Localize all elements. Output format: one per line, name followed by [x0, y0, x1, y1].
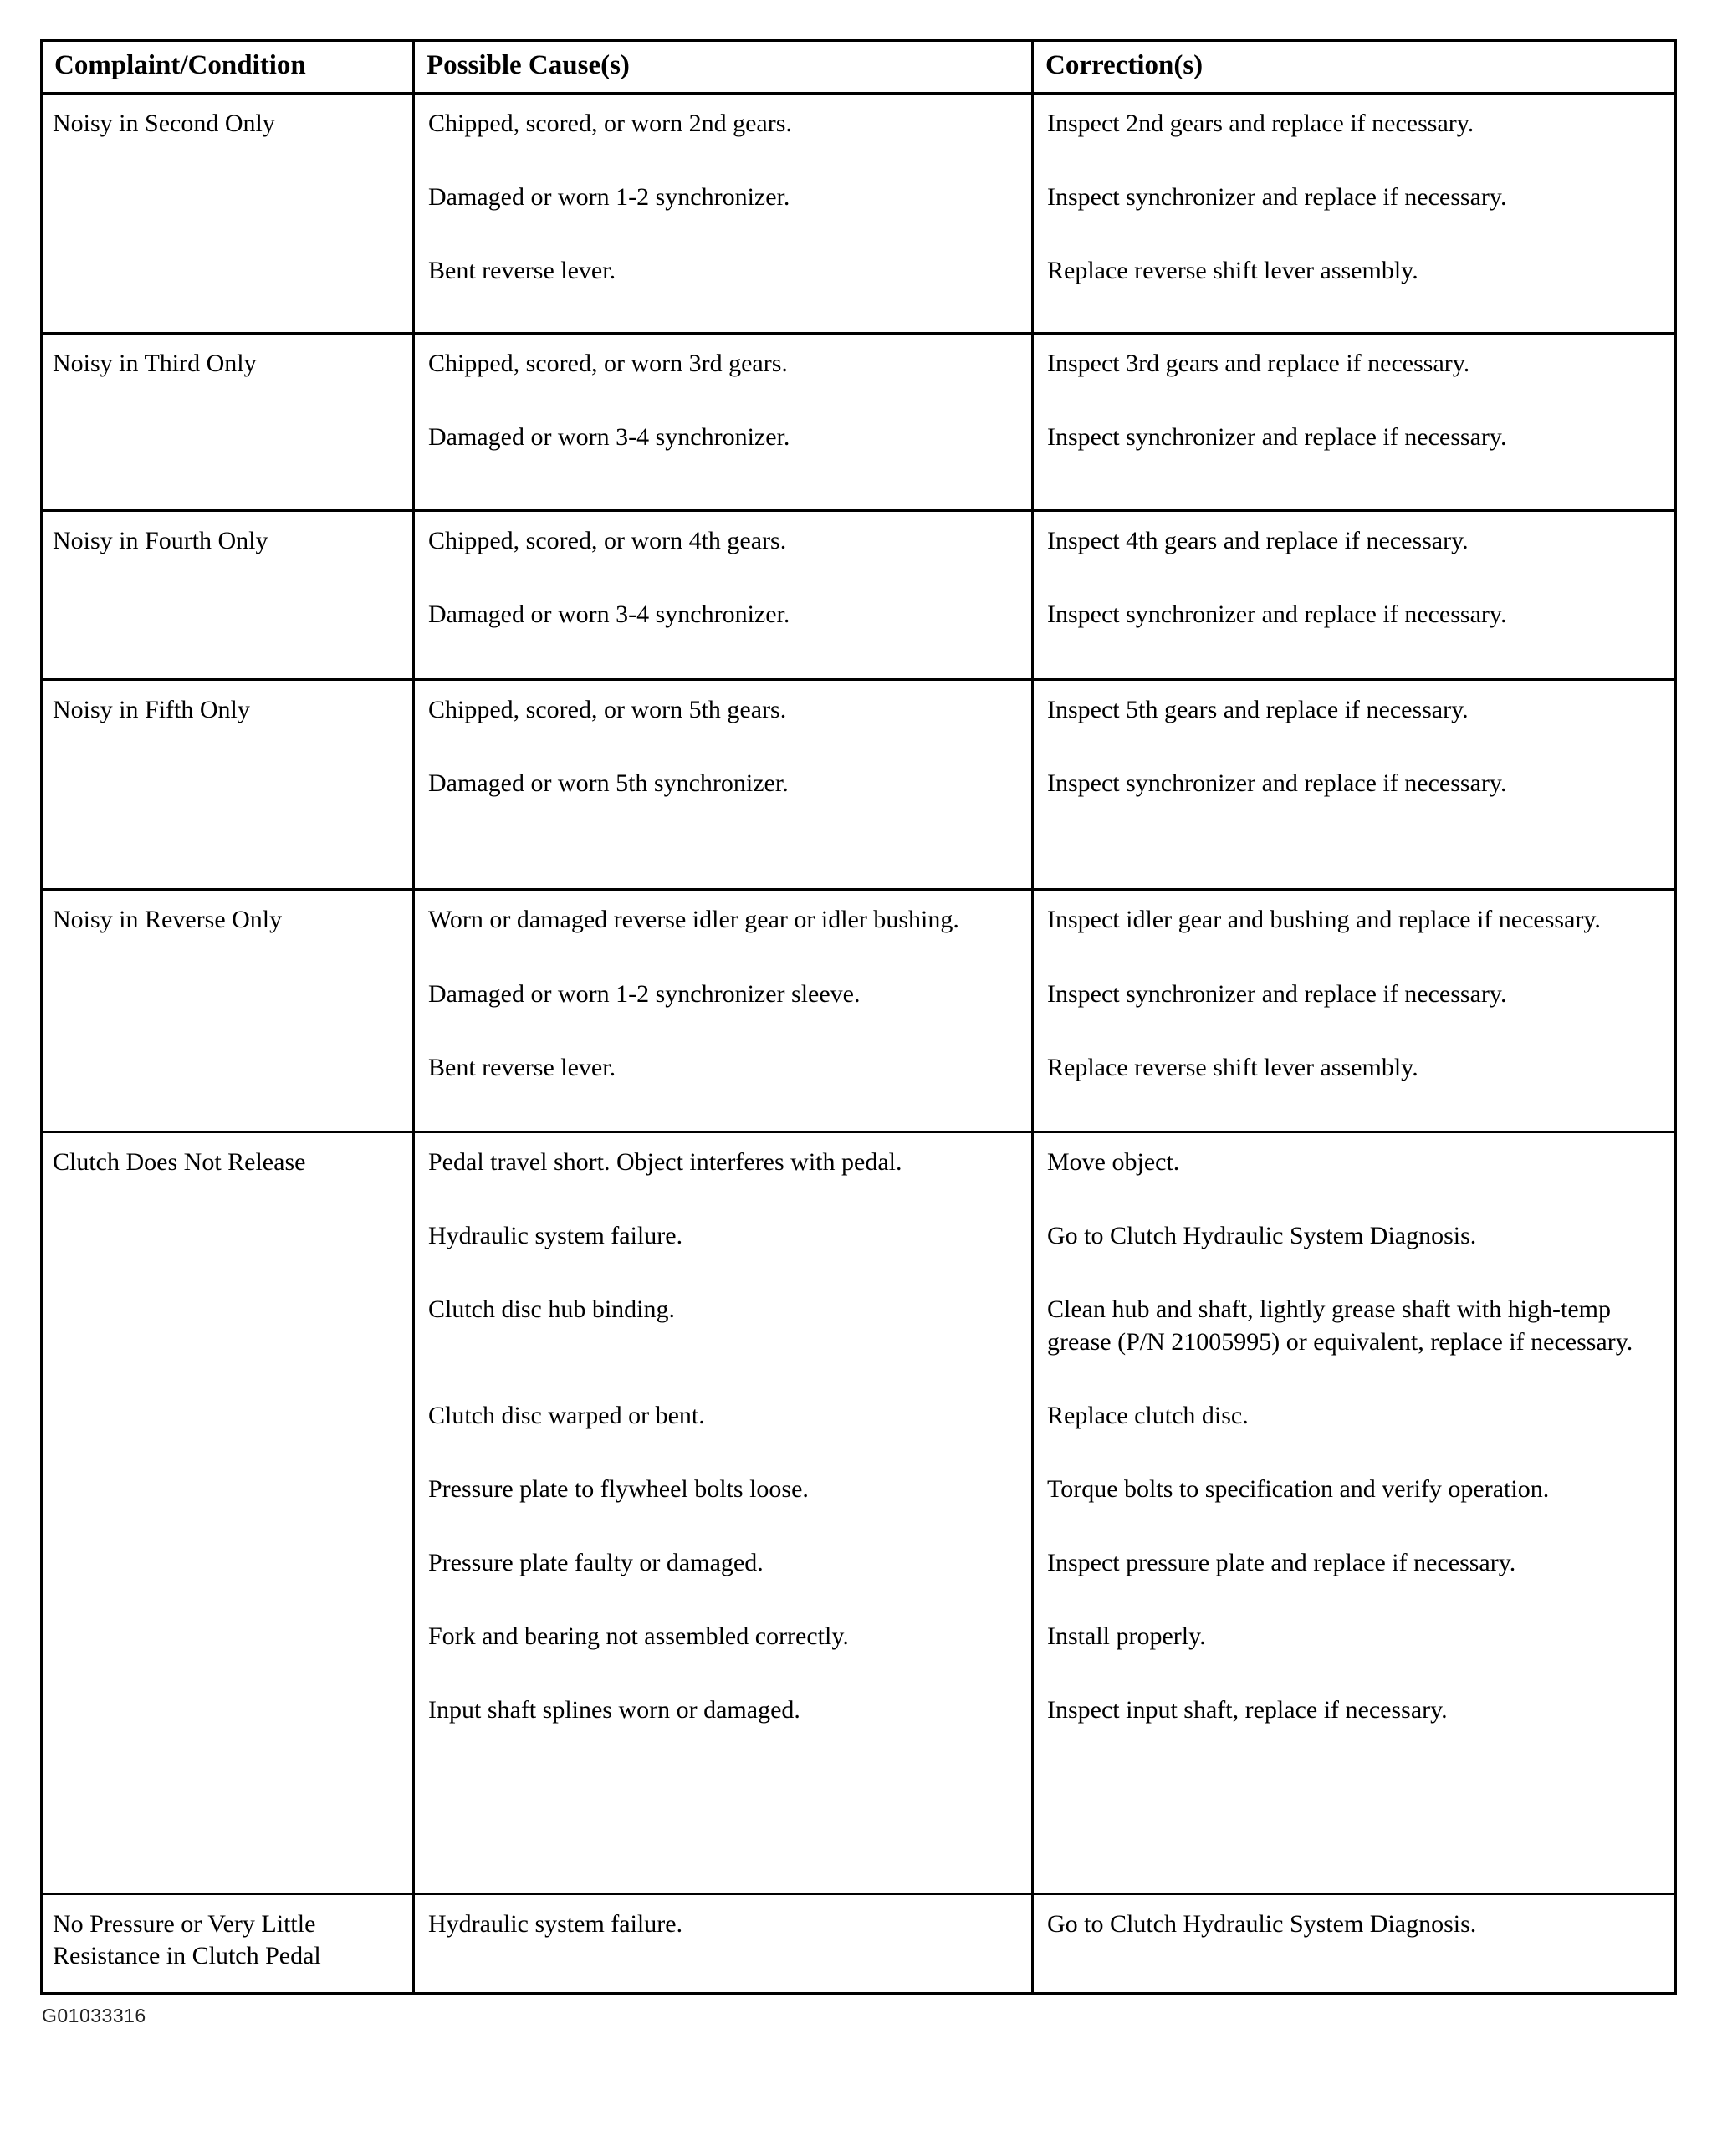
cause-cell: Chipped, scored, or worn 5th gears.	[414, 679, 1033, 768]
complaint-cell: Noisy in Second Only	[42, 93, 414, 334]
spacer-cell	[1033, 1982, 1676, 1994]
spacer-cell	[414, 1982, 1033, 1994]
correction-cell: Inspect synchronizer and replace if necessary.	[1033, 181, 1676, 255]
spacer-cell	[414, 672, 1033, 679]
cause-cell: Pedal travel short. Object interferes with pedal.	[414, 1132, 1033, 1221]
correction-cell: Replace reverse shift lever assembly.	[1033, 255, 1676, 329]
cause-cell: Damaged or worn 3-4 synchronizer.	[414, 421, 1033, 495]
cause-cell: Damaged or worn 1-2 synchronizer.	[414, 181, 1033, 255]
correction-cell: Go to Clutch Hydraulic System Diagnosis.	[1033, 1893, 1676, 1982]
spacer-cell	[1033, 672, 1676, 679]
spacer-cell	[414, 841, 1033, 890]
complaint-cell: Clutch Does Not Release	[42, 1132, 414, 1893]
cause-cell: Bent reverse lever.	[414, 1052, 1033, 1126]
spacer-cell	[1033, 1768, 1676, 1893]
correction-cell: Move object.	[1033, 1132, 1676, 1221]
correction-cell: Inspect idler gear and bushing and replace if necessary.	[1033, 890, 1676, 978]
table-group-row	[42, 679, 1676, 768]
cause-cell: Clutch disc hub binding.	[414, 1294, 1033, 1399]
cause-cell: Hydraulic system failure.	[414, 1893, 1033, 1982]
correction-cell: Inspect input shaft, replace if necessary.	[1033, 1694, 1676, 1768]
cause-cell: Worn or damaged reverse idler gear or idler bushing.	[414, 890, 1033, 978]
complaint-cell: Noisy in Reverse Only	[42, 890, 414, 1132]
correction-cell: Inspect synchronizer and replace if necessary.	[1033, 768, 1676, 841]
correction-cell: Inspect synchronizer and replace if necessary.	[1033, 421, 1676, 495]
spacer-cell	[1033, 1126, 1676, 1132]
cause-cell: Pressure plate faulty or damaged.	[414, 1547, 1033, 1621]
correction-cell: Inspect 4th gears and replace if necessary.	[1033, 511, 1676, 600]
complaint-cell: Noisy in Fifth Only	[42, 679, 414, 890]
table-group-row	[42, 1893, 1676, 1982]
correction-cell: Go to Clutch Hydraulic System Diagnosis.	[1033, 1220, 1676, 1294]
correction-cell: Replace clutch disc.	[1033, 1400, 1676, 1474]
spacer-cell	[414, 1768, 1033, 1893]
cause-cell: Chipped, scored, or worn 3rd gears.	[414, 334, 1033, 422]
cause-cell: Damaged or worn 1-2 synchronizer sleeve.	[414, 978, 1033, 1052]
cause-cell: Damaged or worn 5th synchronizer.	[414, 768, 1033, 841]
spacer-cell	[1033, 841, 1676, 890]
cause-cell: Hydraulic system failure.	[414, 1220, 1033, 1294]
figure-id: G01033316	[42, 2005, 146, 2027]
table-body	[42, 93, 1676, 1994]
complaint-cell: Noisy in Fourth Only	[42, 511, 414, 680]
correction-cell: Replace reverse shift lever assembly.	[1033, 1052, 1676, 1126]
complaint-cell: Noisy in Third Only	[42, 334, 414, 511]
cause-cell: Chipped, scored, or worn 2nd gears.	[414, 93, 1033, 181]
table-group-row	[42, 511, 1676, 600]
spacer-cell	[1033, 496, 1676, 511]
cause-cell: Bent reverse lever.	[414, 255, 1033, 329]
correction-cell: Inspect synchronizer and replace if necessary.	[1033, 599, 1676, 672]
correction-cell: Install properly.	[1033, 1621, 1676, 1694]
spacer-cell	[414, 1126, 1033, 1132]
correction-cell: Inspect 2nd gears and replace if necessary.	[1033, 93, 1676, 181]
correction-cell: Torque bolts to specification and verify operation.	[1033, 1474, 1676, 1547]
spacer-cell	[414, 496, 1033, 511]
correction-cell: Inspect 5th gears and replace if necessary.	[1033, 679, 1676, 768]
diagnosis-table	[40, 39, 1677, 1995]
header-corrections: Correction(s)	[1033, 41, 1676, 94]
correction-cell: Inspect synchronizer and replace if necessary.	[1033, 978, 1676, 1052]
cause-cell: Chipped, scored, or worn 4th gears.	[414, 511, 1033, 600]
cause-cell: Damaged or worn 3-4 synchronizer.	[414, 599, 1033, 672]
table-group-row	[42, 93, 1676, 181]
header-complaint-condition: Complaint/Condition	[42, 41, 414, 94]
correction-cell: Inspect 3rd gears and replace if necessary.	[1033, 334, 1676, 422]
table-group-row	[42, 334, 1676, 422]
header-possible-causes: Possible Cause(s)	[414, 41, 1033, 94]
table-group-row	[42, 890, 1676, 978]
correction-cell: Clean hub and shaft, lightly grease shaft with high-temp grease (P/N 21005995) or equivalent, replace if necessary.	[1033, 1294, 1676, 1399]
cause-cell: Fork and bearing not assembled correctly.	[414, 1621, 1033, 1694]
table-group-row	[42, 1132, 1676, 1221]
correction-cell: Inspect pressure plate and replace if necessary.	[1033, 1547, 1676, 1621]
complaint-cell: No Pressure or Very Little Resistance in Clutch Pedal	[42, 1893, 414, 1994]
table-head	[42, 41, 1676, 94]
cause-cell: Input shaft splines worn or damaged.	[414, 1694, 1033, 1768]
cause-cell: Clutch disc warped or bent.	[414, 1400, 1033, 1474]
table-header-row	[42, 41, 1676, 94]
cause-cell: Pressure plate to flywheel bolts loose.	[414, 1474, 1033, 1547]
